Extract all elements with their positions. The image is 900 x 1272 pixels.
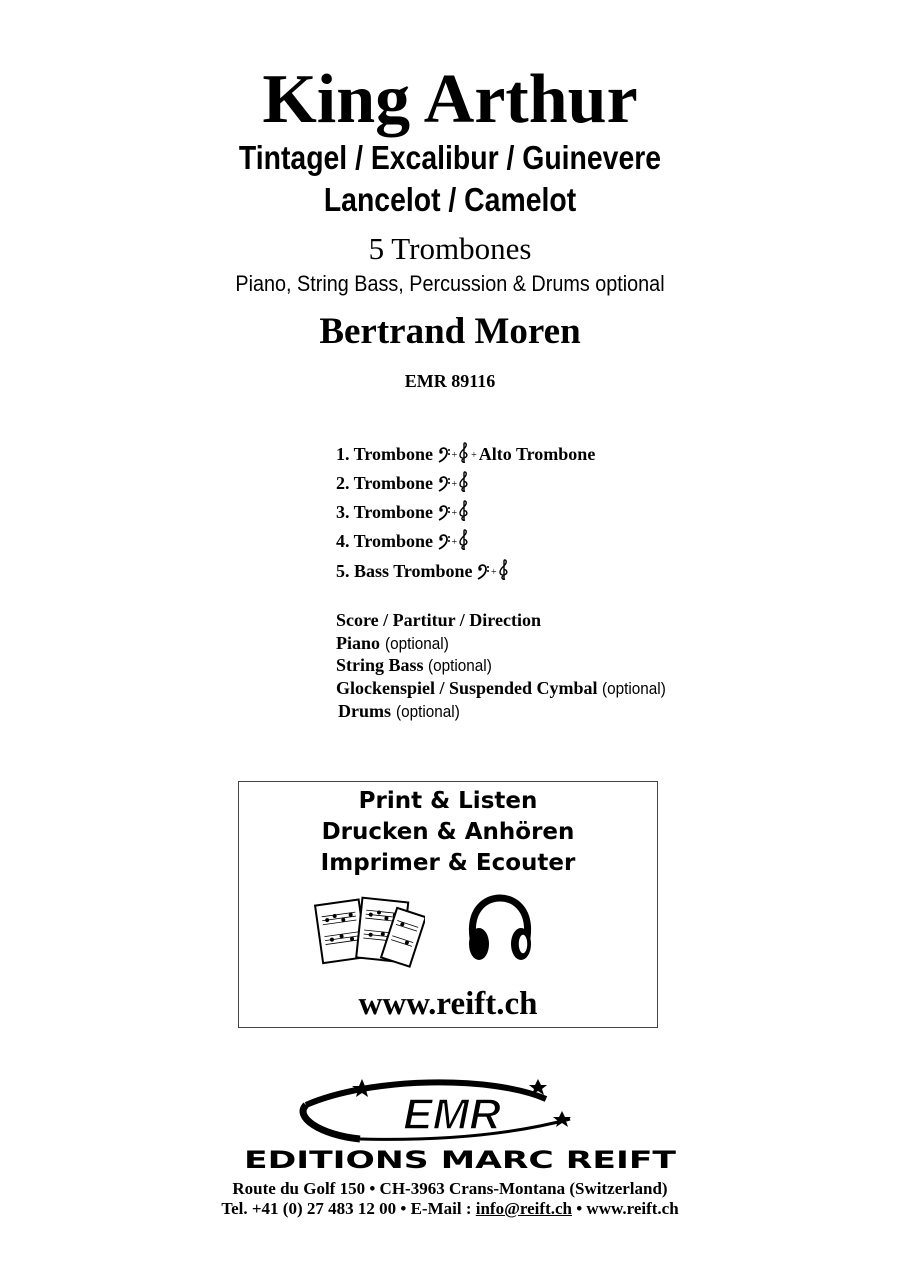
part-label: 4. Trombone	[336, 531, 434, 551]
publisher-name: EDITIONS MARC REIFT	[244, 1146, 677, 1174]
extra-item	[336, 609, 541, 632]
part-extra: Alto Trombone	[478, 444, 596, 464]
bass-clef-icon	[438, 533, 450, 551]
treble-clef-icon	[459, 471, 469, 493]
bass-clef-icon	[438, 504, 450, 522]
website-url[interactable]: www.reift.ch	[358, 986, 538, 1022]
extra-label: Score / Partitur / Direction	[336, 610, 541, 630]
plus-sign: +	[451, 450, 458, 461]
extra-note: (optional)	[428, 656, 492, 675]
plus-sign: +	[451, 479, 458, 490]
extra-item	[336, 632, 455, 655]
optional-instruments: Piano, String Bass, Percussion & Drums optional	[235, 271, 665, 296]
part-item	[336, 559, 509, 585]
bass-clef-icon	[438, 475, 450, 493]
print-box-line-3: Imprimer & Ecouter	[320, 850, 576, 876]
extra-item	[336, 654, 499, 677]
part-label: 1. Trombone	[336, 444, 434, 464]
composer-name: Bertrand Moren	[319, 311, 581, 352]
treble-clef-icon	[499, 559, 509, 581]
publisher-tel: Tel. +41 (0) 27 483 12 00 • E-Mail :	[221, 1199, 476, 1218]
part-item	[336, 471, 469, 497]
print-listen-box[interactable]	[238, 781, 658, 1028]
page-title: King Arthur	[262, 61, 638, 138]
print-box-line-1: Print & Listen	[358, 788, 538, 814]
publisher-web[interactable]: • www.reift.ch	[571, 1199, 679, 1218]
part-item	[336, 500, 469, 526]
headphones-icon	[465, 894, 535, 966]
extra-note: (optional)	[384, 634, 449, 653]
publisher-address: Route du Golf 150 • CH-3963 Crans-Montana (Switzerland)	[232, 1179, 668, 1198]
part-label: 2. Trombone	[336, 473, 434, 493]
print-box-line-2: Drucken & Anhören	[321, 819, 575, 845]
email-link[interactable]: info@reift.ch	[475, 1199, 572, 1218]
emr-logo	[240, 1075, 680, 1175]
plus-sign: +	[471, 450, 477, 461]
plus-sign: +	[451, 537, 458, 548]
part-label: 5. Bass Trombone	[336, 561, 473, 581]
part-label: 3. Trombone	[336, 502, 434, 522]
treble-clef-icon	[459, 442, 469, 464]
extra-item	[338, 700, 466, 723]
extra-note: (optional)	[395, 702, 460, 721]
part-item	[336, 442, 595, 468]
treble-clef-icon	[459, 500, 469, 522]
instrumentation: 5 Trombones	[368, 231, 532, 266]
treble-clef-icon	[459, 529, 469, 551]
extra-label: Piano	[336, 633, 381, 653]
extra-label: Glockenspiel / Suspended Cymbal	[336, 678, 598, 698]
publisher-contact	[0, 1198, 900, 1220]
bass-clef-icon	[477, 563, 489, 581]
extra-item	[336, 677, 673, 700]
sheet-music-icon	[313, 892, 425, 974]
part-item	[336, 529, 469, 555]
extra-label: Drums	[338, 701, 391, 721]
bass-clef-icon	[438, 446, 450, 464]
extra-label: String Bass	[336, 655, 424, 675]
emr-logo-text: EMR	[403, 1090, 501, 1139]
catalog-number: EMR 89116	[404, 371, 496, 391]
subtitle-line-2: Lancelot / Camelot	[323, 181, 577, 218]
plus-sign: +	[451, 508, 458, 519]
plus-sign: +	[491, 567, 497, 578]
subtitle-line-1: Tintagel / Excalibur / Guinevere	[238, 139, 662, 176]
extra-note: (optional)	[602, 679, 666, 698]
